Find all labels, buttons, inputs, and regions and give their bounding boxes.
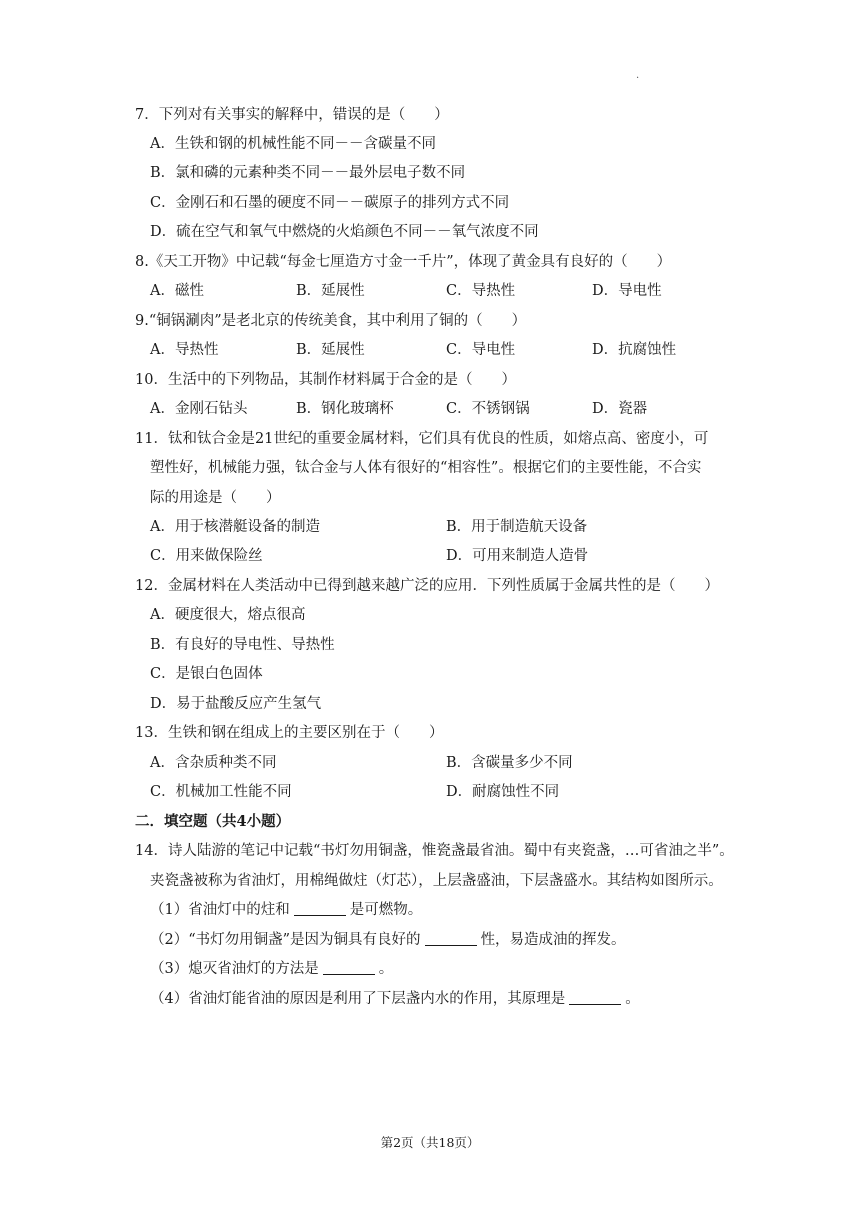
question-14-stem-line-2: 夹瓷盏被称为省油灯，用棉绳做炷（灯芯），上层盏盛油，下层盏盛水。其结构如图所示。 (150, 873, 723, 889)
question-9-option-b: B．延展性 (296, 342, 365, 358)
question-7-option-a: A．生铁和钢的机械性能不同－－含碳量不同 (150, 136, 436, 152)
corner-mark: . (636, 70, 640, 81)
question-11-stem-line-1: 11．钛和钛合金是21世纪的重要金属材料，它们具有优良的性质，如熔点高、密度小，可 (135, 431, 709, 447)
question-13-option-c: C．机械加工性能不同 (150, 784, 292, 800)
question-9-option-c: C．导电性 (446, 342, 516, 358)
question-10-option-a: A．金刚石钻头 (150, 401, 248, 417)
question-12-option-d: D．易于盐酸反应产生氢气 (150, 696, 322, 712)
question-8-stem: 8.《天工开物》中记载“每金七厘造方寸金一千片”，体现了黄金具有良好的（ ） (135, 254, 672, 270)
answer-blank-3[interactable] (323, 960, 375, 975)
question-12-option-c: C．是银白色固体 (150, 666, 263, 682)
question-11-option-b: B．用于制造航天设备 (446, 519, 588, 535)
question-7-stem: 7．下列对有关事实的解释中，错误的是（ ） (135, 107, 449, 123)
question-11-option-d: D．可用来制造人造骨 (446, 548, 589, 564)
question-13-stem: 13．生铁和钢在组成上的主要区别在于（ ） (135, 725, 444, 741)
section-heading-fill-in: 二．填空题（共4小题） (135, 813, 291, 830)
question-14-part-3 (150, 959, 393, 979)
question-8-option-b: B．延展性 (296, 283, 365, 299)
question-13-option-a: A．含杂质种类不同 (150, 755, 277, 771)
part-1-text-before: （1）省油灯中的炷和 (150, 902, 290, 918)
answer-blank-4[interactable] (569, 990, 621, 1005)
question-12-option-a: A．硬度很大，熔点很高 (150, 607, 306, 623)
question-11-option-c: C．用来做保险丝 (150, 548, 263, 564)
answer-blank-2[interactable] (425, 931, 477, 946)
part-1-text-after: 是可燃物。 (349, 902, 423, 918)
question-10-option-b: B．钢化玻璃杯 (296, 401, 394, 417)
question-11-option-a: A．用于核潜艇设备的制造 (150, 519, 320, 535)
page-footer: 第2页（共18页） (380, 1135, 480, 1150)
question-8-option-d: D．导电性 (592, 283, 662, 299)
part-4-text-after: 。 (625, 991, 640, 1007)
question-9-stem: 9.“铜锅涮肉”是老北京的传统美食，其中利用了铜的（ ） (135, 313, 527, 329)
question-10-option-c: C．不锈钢锅 (446, 401, 530, 417)
part-3-text-after: 。 (378, 961, 394, 977)
question-10-stem: 10．生活中的下列物品，其制作材料属于合金的是（ ） (135, 372, 516, 388)
question-11-stem-line-2: 塑性好，机械能力强，钛合金与人体有很好的“相容性”。根据它们的主要性能，不合实 (150, 460, 702, 476)
question-14-part-4 (150, 989, 640, 1009)
question-8-option-a: A．磁性 (150, 283, 204, 299)
question-7-option-b: B．氯和磷的元素种类不同－－最外层电子数不同 (150, 165, 466, 181)
question-9-option-a: A．导热性 (150, 342, 219, 358)
part-4-text-before: （4）省油灯能省油的原因是利用了下层盏内水的作用，其原理是 (150, 991, 566, 1007)
part-3-text-before: （3）熄灭省油灯的方法是 (150, 961, 319, 977)
question-13-option-d: D．耐腐蚀性不同 (446, 784, 560, 800)
question-12-stem: 12．金属材料在人类活动中已得到越来越广泛的应用．下列性质属于金属共性的是（ ） (135, 578, 719, 594)
question-12-option-b: B．有良好的导电性、导热性 (150, 637, 335, 653)
question-9-option-d: D．抗腐蚀性 (592, 342, 677, 358)
question-14-stem-line-1: 14．诗人陆游的笔记中记载“书灯勿用铜盏，惟瓷盏最省油。蜀中有夹瓷盏，…可省油之半”。 (135, 843, 734, 859)
question-7-option-d: D．硫在空气和氧气中燃烧的火焰颜色不同－－氧气浓度不同 (150, 224, 539, 240)
part-2-text-after: 性，易造成油的挥发。 (480, 932, 626, 948)
part-2-text-before: （2）“书灯勿用铜盏”是因为铜具有良好的 (150, 932, 421, 948)
question-8-option-c: C．导热性 (446, 283, 516, 299)
question-7-option-c: C．金刚石和石墨的硬度不同－－碳原子的排列方式不同 (150, 195, 510, 211)
question-13-option-b: B．含碳量多少不同 (446, 755, 573, 771)
question-14-part-2 (150, 930, 626, 950)
answer-blank-1[interactable] (294, 901, 346, 916)
question-14-part-1 (150, 900, 422, 920)
question-11-stem-line-3: 际的用途是（ ） (150, 490, 281, 506)
question-10-option-d: D．瓷器 (592, 401, 648, 417)
